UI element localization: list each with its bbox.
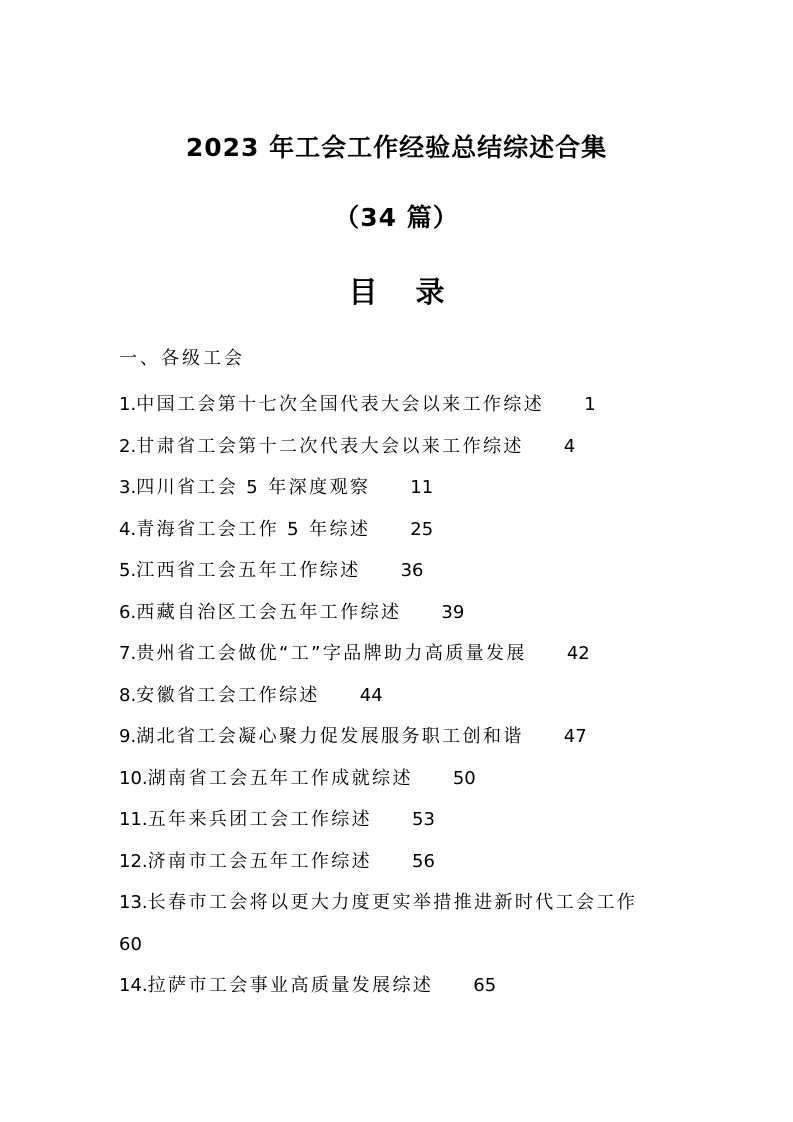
toc-entry-page: 65 bbox=[473, 975, 497, 996]
toc-entry-title: 青海省工会工作 5 年综述 bbox=[136, 518, 371, 540]
toc-entry-title: 长春市工会将以更大力度更实举措推进新时代工会工作 bbox=[147, 892, 638, 913]
toc-entry-page: 56 bbox=[412, 850, 435, 872]
toc-list bbox=[119, 384, 689, 1007]
toc-entry-page: 1 bbox=[584, 394, 596, 415]
toc-entry-title: 济南市工会五年工作综述 bbox=[147, 850, 373, 872]
toc-heading-left: 目 bbox=[348, 275, 378, 309]
toc-entry-page: 4 bbox=[563, 435, 576, 457]
toc-entry[interactable] bbox=[119, 965, 689, 1007]
toc-entry-number: 14. bbox=[119, 975, 148, 996]
toc-entry[interactable] bbox=[119, 509, 689, 551]
section-heading: 一、各级工会 bbox=[119, 348, 245, 369]
toc-entry-number: 4. bbox=[119, 518, 137, 540]
toc-entry-title: 四川省工会 5 年深度观察 bbox=[136, 477, 371, 498]
toc-entry-number: 1. bbox=[119, 394, 137, 415]
document-title: 2023 年工会工作经验总结综述合集 bbox=[185, 133, 608, 162]
toc-entry-number: 13. bbox=[119, 892, 148, 913]
toc-entry[interactable] bbox=[119, 799, 689, 841]
toc-entry-title: 贵州省工会做优“工”字品牌助力高质量发展 bbox=[136, 643, 527, 664]
toc-entry-page: 50 bbox=[452, 767, 476, 789]
toc-entry[interactable] bbox=[119, 426, 689, 468]
toc-entry-title: 江西省工会五年工作综述 bbox=[136, 560, 361, 581]
toc-entry-page: 47 bbox=[563, 726, 587, 747]
toc-entry-title: 甘肃省工会第十二次代表大会以来工作综述 bbox=[136, 435, 524, 457]
document-subtitle: （34 篇） bbox=[334, 203, 459, 232]
toc-entry-page: 42 bbox=[566, 643, 590, 664]
toc-entry[interactable] bbox=[119, 758, 689, 800]
toc-entry-page: 39 bbox=[441, 601, 465, 623]
toc-heading-right: 录 bbox=[415, 275, 445, 309]
toc-entry-title: 拉萨市工会事业高质量发展综述 bbox=[147, 975, 434, 996]
toc-entry[interactable] bbox=[119, 633, 689, 675]
toc-entry-number: 12. bbox=[119, 850, 148, 872]
toc-entry-number: 11. bbox=[119, 809, 148, 830]
toc-entry-number: 2. bbox=[119, 435, 137, 457]
toc-entry-number: 9. bbox=[119, 726, 137, 747]
toc-entry-title: 中国工会第十七次全国代表大会以来工作综述 bbox=[136, 394, 545, 415]
toc-entry-number: 10. bbox=[119, 767, 148, 789]
toc-entry[interactable] bbox=[119, 384, 689, 426]
toc-entry-title: 湖北省工会凝心聚力促发展服务职工创和谐 bbox=[136, 726, 524, 747]
toc-entry-title: 五年来兵团工会工作综述 bbox=[147, 809, 373, 830]
toc-entry-number: 3. bbox=[119, 477, 137, 498]
toc-entry-page: 36 bbox=[400, 560, 424, 581]
toc-entry-number: 8. bbox=[119, 684, 137, 706]
toc-entry[interactable] bbox=[119, 841, 689, 883]
toc-entry[interactable] bbox=[119, 882, 689, 965]
toc-entry-title: 安徽省工会工作综述 bbox=[136, 684, 320, 706]
toc-entry[interactable] bbox=[119, 592, 689, 634]
toc-entry[interactable] bbox=[119, 716, 689, 758]
toc-entry[interactable] bbox=[119, 467, 689, 509]
toc-entry-page: 44 bbox=[359, 684, 383, 706]
toc-entry-number: 6. bbox=[119, 601, 137, 623]
toc-entry-number: 5. bbox=[119, 560, 137, 581]
toc-entry-page: 11 bbox=[410, 477, 434, 498]
toc-entry[interactable] bbox=[119, 675, 689, 717]
toc-entry-title: 西藏自治区工会五年工作综述 bbox=[136, 601, 402, 623]
toc-entry-page: 60 bbox=[119, 933, 142, 955]
toc-entry-title: 湖南省工会五年工作成就综述 bbox=[147, 767, 413, 789]
toc-entry-number: 7. bbox=[119, 643, 137, 664]
toc-entry[interactable] bbox=[119, 550, 689, 592]
toc-entry-page: 25 bbox=[410, 518, 434, 540]
toc-entry-page: 53 bbox=[412, 809, 435, 830]
toc-heading bbox=[0, 270, 793, 311]
